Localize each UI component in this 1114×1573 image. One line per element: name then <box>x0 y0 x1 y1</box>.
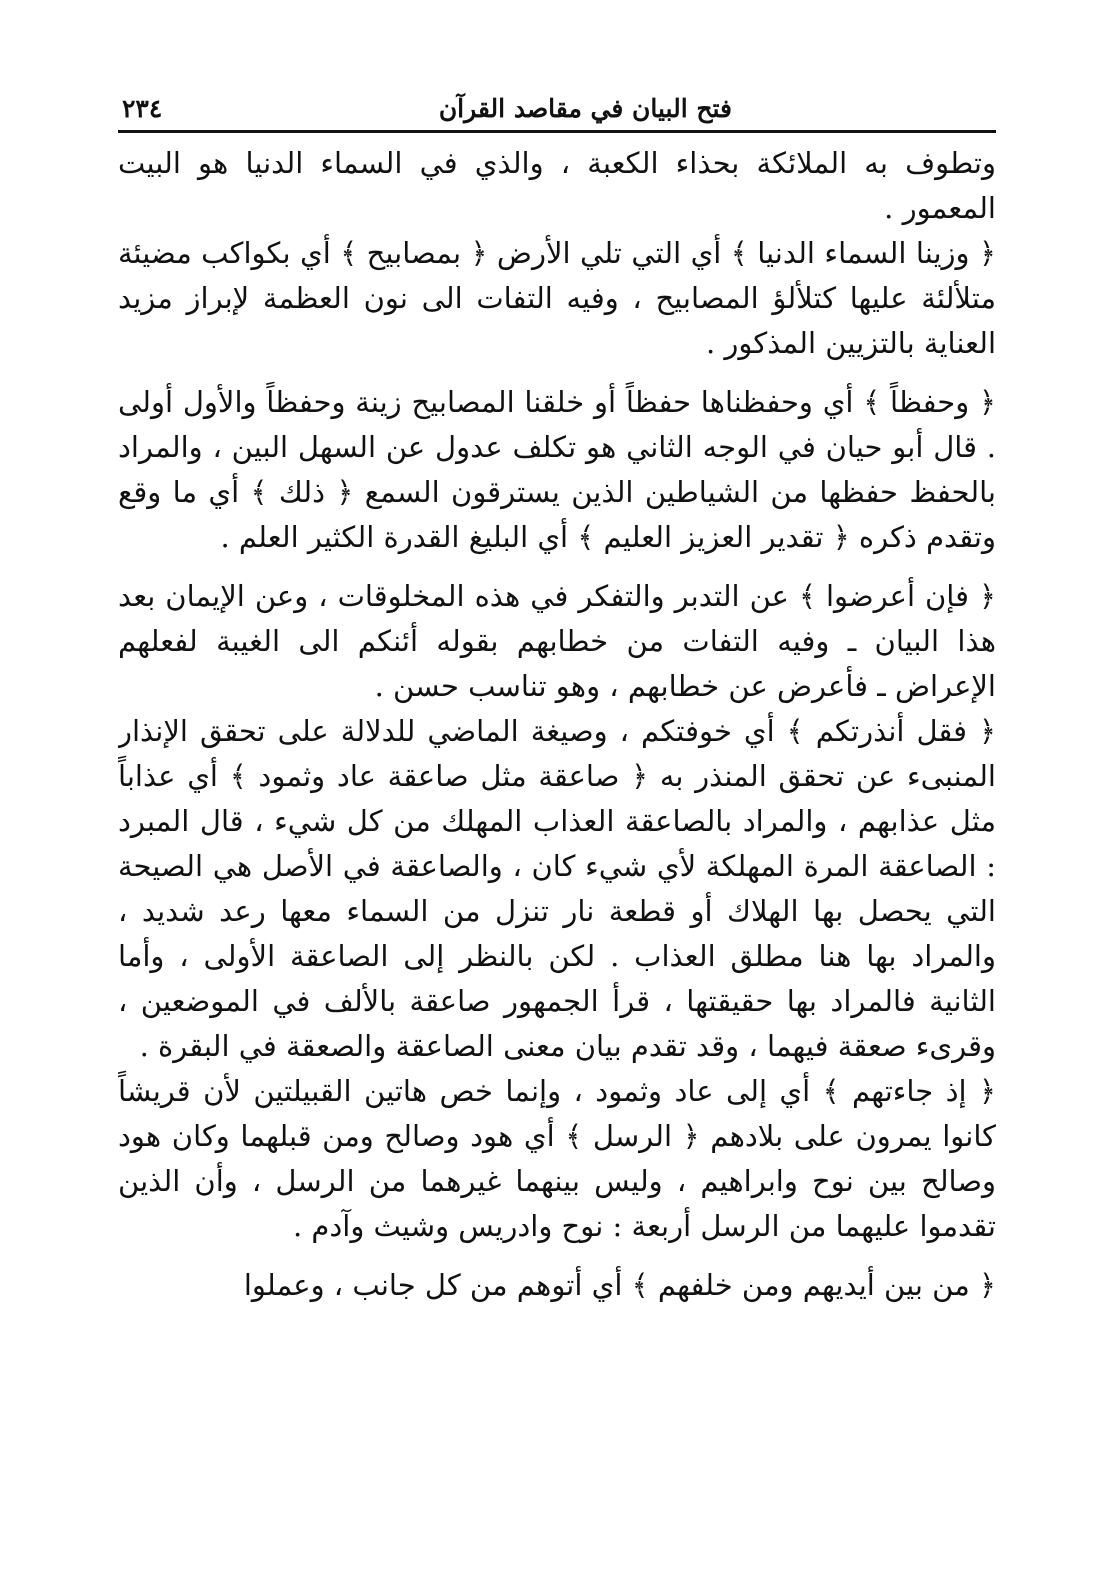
header-divider <box>118 130 996 133</box>
paragraph-3: ﴿ وحفظاً ﴾ أي وحفظناها حفظاً أو خلقنا المصابيح زينة وحفظاً والأول أولى . قال أبو حيان في الوجه الثاني هو تكلف عدول عن السهل البين ، والمراد بالحفظ حفظها من الشياطين الذين يسترقون السمع ﴿ ذلك ﴾ أي ما وقع وتقدم ذكره ﴿ تقدير العزيز العليم ﴾ أي البليغ القدرة الكثير العلم . <box>118 385 996 554</box>
paragraph-7: ﴿ من بين أيديهم ومن خلفهم ﴾ أي أتوهم من كل جانب ، وعملوا <box>243 1268 996 1302</box>
body-text <box>118 141 996 1308</box>
paragraph-6: ﴿ إذ جاءتهم ﴾ أي إلى عاد وثمود ، وإنما خص هاتين القبيلتين لأن قريشاً كانوا يمرون على بلادهم ﴿ الرسل ﴾ أي هود وصالح ومن قبلهما وكان هود وصالح بين نوح وابراهيم ، وليس بينهما غيرهما من الرسل ، وأن الذين تقدموا عليهما من الرسل أربعة : نوح وادريس وشيث وآدم . <box>118 1074 996 1243</box>
paragraph-4: ﴿ فإن أعرضوا ﴾ عن التدبر والتفكر في هذه المخلوقات ، وعن الإيمان بعد هذا البيان ـ وفيه التفات من خطابهم بقوله أئنكم الى الغيبة لفعلهم الإعراض ـ فأعرض عن خطابهم ، وهو تناسب حسن . <box>118 579 996 703</box>
document-page <box>118 84 996 1554</box>
running-title: فتح البيان في مقاصد القرآن <box>438 94 732 123</box>
paragraph-2: ﴿ وزينا السماء الدنيا ﴾ أي التي تلي الأرض ﴿ بمصابيح ﴾ أي بكواكب مضيئة متلألئة عليها كتلألؤ المصابيح ، وفيه التفات الى نون العظمة لإبراز مزيد العناية بالتزيين المذكور . <box>118 236 996 360</box>
paragraph-1: وتطوف به الملائكة بحذاء الكعبة ، والذي في السماء الدنيا هو البيت المعمور . <box>118 146 996 225</box>
paragraph-5: ﴿ فقل أنذرتكم ﴾ أي خوفتكم ، وصيغة الماضي للدلالة على تحقق الإنذار المنبىء عن تحقق المنذر به ﴿ صاعقة مثل صاعقة عاد وثمود ﴾ أي عذاباً مثل عذابهم ، والمراد بالصاعقة العذاب المهلك من كل شيء ، قال المبرد : الصاعقة المرة المهلكة لأي شيء كان ، والصاعقة في الأصل هي الصيحة التي يحصل بها الهلاك أو قطعة نار تنزل من السماء معها رعد شديد ، والمراد بها هنا مطلق العذاب . لكن بالنظر إلى الصاعقة الأولى ، وأما الثانية فالمراد بها حقيقتها ، قرأ الجمهور صاعقة بالألف في الموضعين ، وقرىء صعقة فيهما ، وقد تقدم بيان معنى الصاعقة والصعقة في البقرة . <box>118 714 996 1063</box>
page-header <box>118 84 996 124</box>
page-number: ٢٣٤ <box>122 94 163 123</box>
